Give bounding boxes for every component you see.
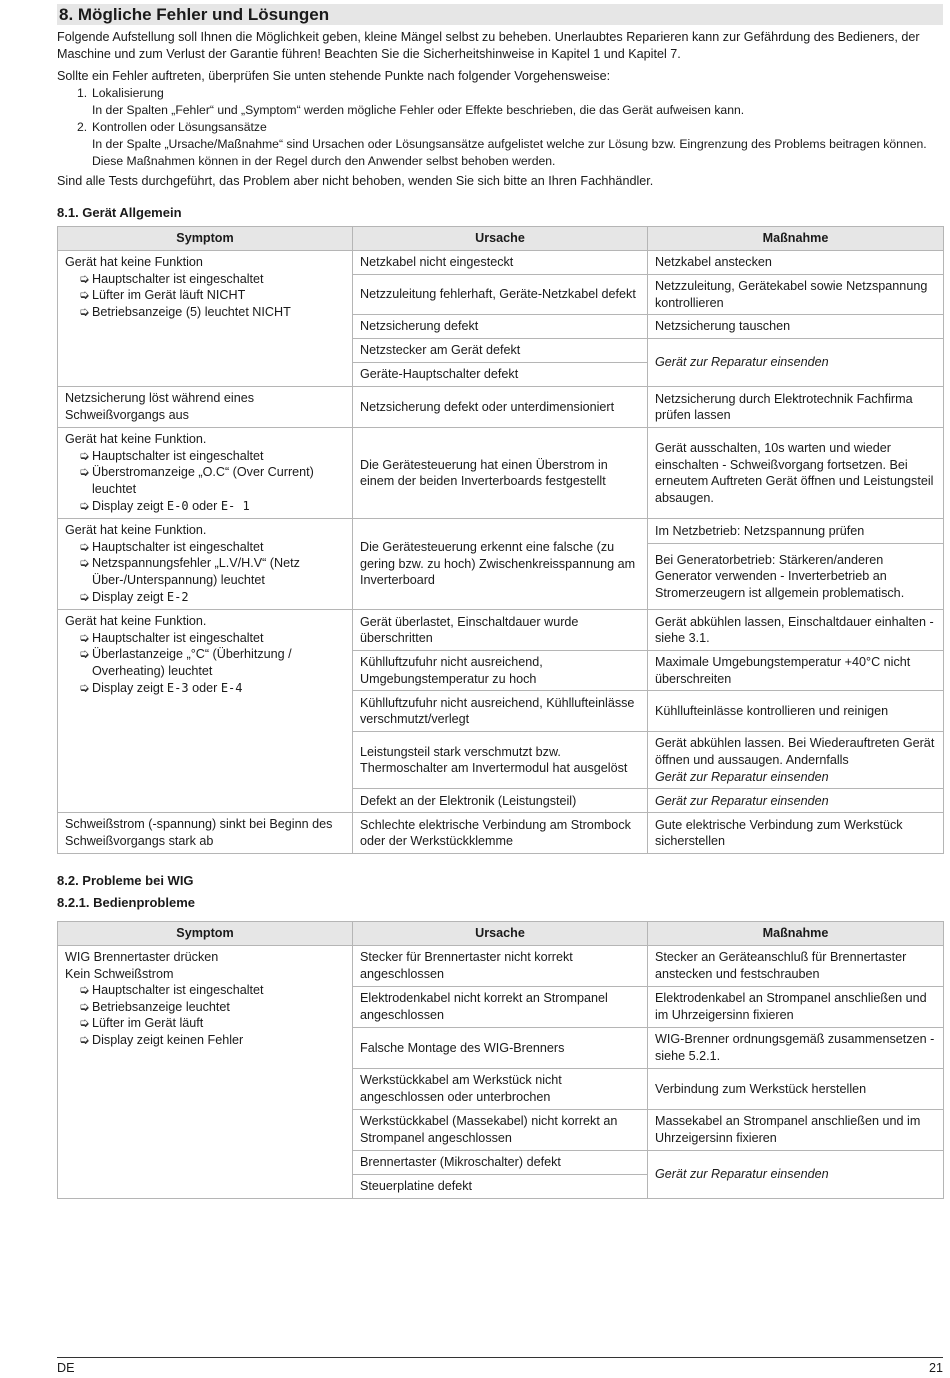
header-action: Maßnahme bbox=[648, 922, 944, 946]
symptom-cell bbox=[58, 946, 353, 1199]
list-item: ➭ Display zeigt E-3 oder E-4 bbox=[79, 680, 243, 695]
cause-cell: Elektrodenkabel nicht korrekt an Strompanel angeschlossen bbox=[353, 987, 648, 1028]
procedure-text: Sollte ein Fehler auftreten, überprüfen Sie unten stehende Punkte nach folgender Vorgehensweise: bbox=[57, 69, 611, 83]
arrow-right-hook-icon: ➭ bbox=[79, 539, 90, 554]
symptom-cell: Netzsicherung löst während eines Schweißvorgangs aus bbox=[58, 387, 353, 428]
display-code: E-4 bbox=[220, 680, 243, 695]
page-number: 21 bbox=[928, 1361, 943, 1375]
symptom-cell bbox=[58, 428, 353, 519]
table-row bbox=[58, 251, 944, 275]
symptom-text: Kein Schweißstrom bbox=[65, 966, 174, 981]
symptom-text: Gerät hat keine Funktion. bbox=[65, 432, 207, 447]
display-code: E- 1 bbox=[220, 498, 250, 513]
arrow-right-hook-icon: ➭ bbox=[79, 983, 90, 998]
section-title: 8. Mögliche Fehler und Lösungen bbox=[57, 4, 943, 25]
step-2-desc: In der Spalte „Ursache/Maßnahme“ sind Ursachen oder Lösungsansätze aufgelistet welche zur Lösung bzw. Eingrenzung des Problems beitragen können. Diese Maßnahmen können in der Regel durch den Anwender selbst behoben werden. bbox=[92, 137, 927, 168]
arrow-right-hook-icon: ➭ bbox=[79, 498, 90, 513]
cause-cell: Die Gerätesteuerung erkennt eine falsche (zu gering bzw. zu hoch) Zwischenkreisspannung am Inverterboard bbox=[353, 519, 648, 610]
general-fault-table bbox=[57, 226, 944, 854]
cause-cell: Netzsicherung defekt bbox=[353, 315, 648, 339]
action-cell: Kühllufteinlässe kontrollieren und reinigen bbox=[648, 691, 944, 732]
arrow-right-hook-icon: ➭ bbox=[79, 647, 90, 662]
action-cell: Gerät zur Reparatur einsenden bbox=[648, 1151, 944, 1199]
symptom-cell bbox=[58, 519, 353, 610]
action-cell: Gerät abkühlen lassen, Einschaltdauer einhalten - siehe 3.1. bbox=[648, 610, 944, 651]
step-2-number: 2. bbox=[77, 120, 88, 134]
subsection-title-operating: 8.2.1. Bedienprobleme bbox=[57, 895, 195, 910]
table-row bbox=[58, 946, 944, 987]
cause-cell: Falsche Montage des WIG-Brenners bbox=[353, 1028, 648, 1069]
action-cell: Netzzuleitung, Gerätekabel sowie Netzspannung kontrollieren bbox=[648, 275, 944, 315]
list-item: ➭ Betriebsanzeige (5) leuchtet NICHT bbox=[79, 304, 291, 319]
action-cell: Elektrodenkabel an Strompanel anschließen und im Uhrzeigersinn fixieren bbox=[648, 987, 944, 1028]
footer-divider bbox=[57, 1357, 943, 1358]
table-header-row bbox=[58, 922, 944, 946]
cause-cell: Die Gerätesteuerung hat einen Überstrom in einem der beiden Inverterboards festgestellt bbox=[353, 428, 648, 519]
action-cell: Maximale Umgebungstemperatur +40°C nicht überschreiten bbox=[648, 651, 944, 691]
footer-language: DE bbox=[57, 1361, 75, 1375]
cause-cell: Werkstückkabel (Massekabel) nicht korrekt an Strompanel angeschlossen bbox=[353, 1110, 648, 1151]
arrow-right-hook-icon: ➭ bbox=[79, 288, 90, 303]
step-2-title: Kontrollen oder Lösungsansätze bbox=[92, 120, 267, 134]
arrow-right-hook-icon: ➭ bbox=[79, 1032, 90, 1047]
list-item: ➭ Hauptschalter ist eingeschaltet bbox=[79, 271, 264, 286]
arrow-right-hook-icon: ➭ bbox=[79, 448, 90, 463]
arrow-right-hook-icon: ➭ bbox=[79, 680, 90, 695]
procedure-steps bbox=[57, 85, 943, 169]
table-row bbox=[58, 519, 944, 544]
step-1-desc: In der Spalten „Fehler“ und „Symptom“ werden mögliche Fehler oder Effekte beschrieben, die das Gerät aufweisen kann. bbox=[92, 103, 745, 117]
intro-text: Folgende Aufstellung soll Ihnen die Möglichkeit geben, kleine Mängel selbst zu beheben. Unerlaubtes Reparieren kann zur Gefährdung des Bedieners, der Maschine und zum Verlust der Garantie führen! Beachten Sie die Sicherheitshinweise in Kapitel 1 und Kapitel 7. bbox=[57, 30, 920, 61]
action-cell: Gerät ausschalten, 10s warten und wieder einschalten - Schweißvorgang fortsetzen. Bei erneutem Auftreten Gerät öffnen und Leistungsteil absaugen. bbox=[648, 428, 944, 519]
arrow-right-hook-icon: ➭ bbox=[79, 630, 90, 645]
action-cell: WIG-Brenner ordnungsgemäß zusammensetzen - siehe 5.2.1. bbox=[648, 1028, 944, 1069]
action-cell: Gerät zur Reparatur einsenden bbox=[648, 339, 944, 387]
cause-cell: Stecker für Brennertaster nicht korrekt angeschlossen bbox=[353, 946, 648, 987]
closing-text: Sind alle Tests durchgeführt, das Problem aber nicht behoben, wenden Sie sich bitte an Ihren Fachhändler. bbox=[57, 174, 654, 188]
arrow-right-hook-icon: ➭ bbox=[79, 465, 90, 480]
symptom-text: WIG Brennertaster drücken bbox=[65, 950, 219, 964]
table-row bbox=[58, 387, 944, 428]
cause-cell: Brennertaster (Mikroschalter) defekt bbox=[353, 1151, 648, 1175]
action-cell: Bei Generatorbetrieb: Stärkeren/anderen Generator verwenden - Inverterbetrieb an Stromerzeugern ist allgemein problematisch. bbox=[648, 544, 944, 610]
cause-cell: Kühlluftzufuhr nicht ausreichend, Umgebungstemperatur zu hoch bbox=[353, 651, 648, 691]
wig-fault-table bbox=[57, 921, 944, 1199]
display-code: E-2 bbox=[166, 589, 189, 604]
cause-cell: Kühlluftzufuhr nicht ausreichend, Kühllufteinlässe verschmutzt/verlegt bbox=[353, 691, 648, 732]
cause-cell: Steuerplatine defekt bbox=[353, 1175, 648, 1199]
list-item: ➭ Hauptschalter ist eingeschaltet bbox=[79, 539, 264, 554]
list-item: ➭ Lüfter im Gerät läuft bbox=[79, 1016, 204, 1031]
cause-cell: Geräte-Hauptschalter defekt bbox=[353, 363, 648, 387]
header-symptom: Symptom bbox=[58, 922, 353, 946]
cause-cell: Schlechte elektrische Verbindung am Strombock oder der Werkstückklemme bbox=[353, 813, 648, 854]
list-item: ➭ Display zeigt keinen Fehler bbox=[79, 1032, 244, 1047]
cause-cell: Netzzuleitung fehlerhaft, Geräte-Netzkabel defekt bbox=[353, 275, 648, 315]
list-item: ➭ Lüfter im Gerät läuft NICHT bbox=[79, 288, 246, 303]
list-item: ➭ Netzspannungsfehler „L.V/H.V“ (Netz Über-/Unterspannung) leuchtet bbox=[79, 556, 300, 587]
cause-cell: Werkstückkabel am Werkstück nicht angeschlossen oder unterbrochen bbox=[353, 1069, 648, 1110]
symptom-text: Gerät hat keine Funktion. bbox=[65, 523, 207, 538]
subsection-title-general: 8.1. Gerät Allgemein bbox=[57, 205, 182, 220]
action-cell: Netzkabel anstecken bbox=[648, 251, 944, 275]
table-row bbox=[58, 610, 944, 651]
header-cause: Ursache bbox=[353, 227, 648, 251]
action-cell: Netzsicherung durch Elektrotechnik Fachfirma prüfen lassen bbox=[648, 387, 944, 428]
header-cause: Ursache bbox=[353, 922, 648, 946]
table-row bbox=[58, 813, 944, 854]
header-action: Maßnahme bbox=[648, 227, 944, 251]
action-cell: Im Netzbetrieb: Netzspannung prüfen bbox=[648, 519, 944, 544]
action-cell: Gerät zur Reparatur einsenden bbox=[648, 789, 944, 813]
action-cell: Netzsicherung tauschen bbox=[648, 315, 944, 339]
arrow-right-hook-icon: ➭ bbox=[79, 556, 90, 571]
cause-cell: Netzsicherung defekt oder unterdimensioniert bbox=[353, 387, 648, 428]
list-item: ➭ Überlastanzeige „°C“ (Überhitzung / Overheating) leuchtet bbox=[79, 647, 292, 678]
action-cell: Verbindung zum Werkstück herstellen bbox=[648, 1069, 944, 1110]
list-item: ➭ Display zeigt E-0 oder E- 1 bbox=[79, 498, 250, 513]
list-item: ➭ Display zeigt E-2 bbox=[79, 589, 189, 604]
action-cell: Massekabel an Strompanel anschließen und im Uhrzeigersinn fixieren bbox=[648, 1110, 944, 1151]
arrow-right-hook-icon: ➭ bbox=[79, 304, 90, 319]
symptom-text: Gerät hat keine Funktion. bbox=[65, 614, 207, 629]
arrow-right-hook-icon: ➭ bbox=[79, 271, 90, 286]
arrow-right-hook-icon: ➭ bbox=[79, 999, 90, 1014]
display-code: E-0 bbox=[166, 498, 189, 513]
list-item: ➭ Hauptschalter ist eingeschaltet bbox=[79, 983, 264, 998]
cause-cell: Netzkabel nicht eingesteckt bbox=[353, 251, 648, 275]
subsection-title-wig: 8.2. Probleme bei WIG bbox=[57, 873, 194, 888]
arrow-right-hook-icon: ➭ bbox=[79, 1016, 90, 1031]
cause-cell: Gerät überlastet, Einschaltdauer wurde überschritten bbox=[353, 610, 648, 651]
table-row bbox=[58, 428, 944, 519]
symptom-cell bbox=[58, 251, 353, 387]
symptom-text: Gerät hat keine Funktion bbox=[65, 255, 203, 269]
arrow-right-hook-icon: ➭ bbox=[79, 589, 90, 604]
list-item: ➭ Hauptschalter ist eingeschaltet bbox=[79, 630, 264, 645]
cause-cell: Netzstecker am Gerät defekt bbox=[353, 339, 648, 363]
action-cell: Stecker an Geräteanschluß für Brennertaster anstecken und festschrauben bbox=[648, 946, 944, 987]
cause-cell: Leistungsteil stark verschmutzt bzw. Thermoschalter am Invertermodul hat ausgelöst bbox=[353, 732, 648, 789]
table-header-row bbox=[58, 227, 944, 251]
action-cell: Gute elektrische Verbindung zum Werkstück sicherstellen bbox=[648, 813, 944, 854]
list-item: ➭ Überstromanzeige „O.C“ (Over Current) leuchtet bbox=[79, 465, 314, 496]
action-cell: Gerät abkühlen lassen. Bei Wiederauftreten Gerät öffnen und aussaugen. Andernfalls Gerät zur Reparatur einsenden bbox=[648, 732, 944, 789]
header-symptom: Symptom bbox=[58, 227, 353, 251]
display-code: E-3 bbox=[166, 680, 189, 695]
symptom-cell bbox=[58, 610, 353, 813]
list-item: ➭ Hauptschalter ist eingeschaltet bbox=[79, 448, 264, 463]
list-item: ➭ Betriebsanzeige leuchtet bbox=[79, 999, 230, 1014]
cause-cell: Defekt an der Elektronik (Leistungsteil) bbox=[353, 789, 648, 813]
symptom-cell: Schweißstrom (-spannung) sinkt bei Beginn des Schweißvorgangs stark ab bbox=[58, 813, 353, 854]
step-1-title: Lokalisierung bbox=[92, 86, 164, 100]
step-1-number: 1. bbox=[77, 86, 88, 100]
